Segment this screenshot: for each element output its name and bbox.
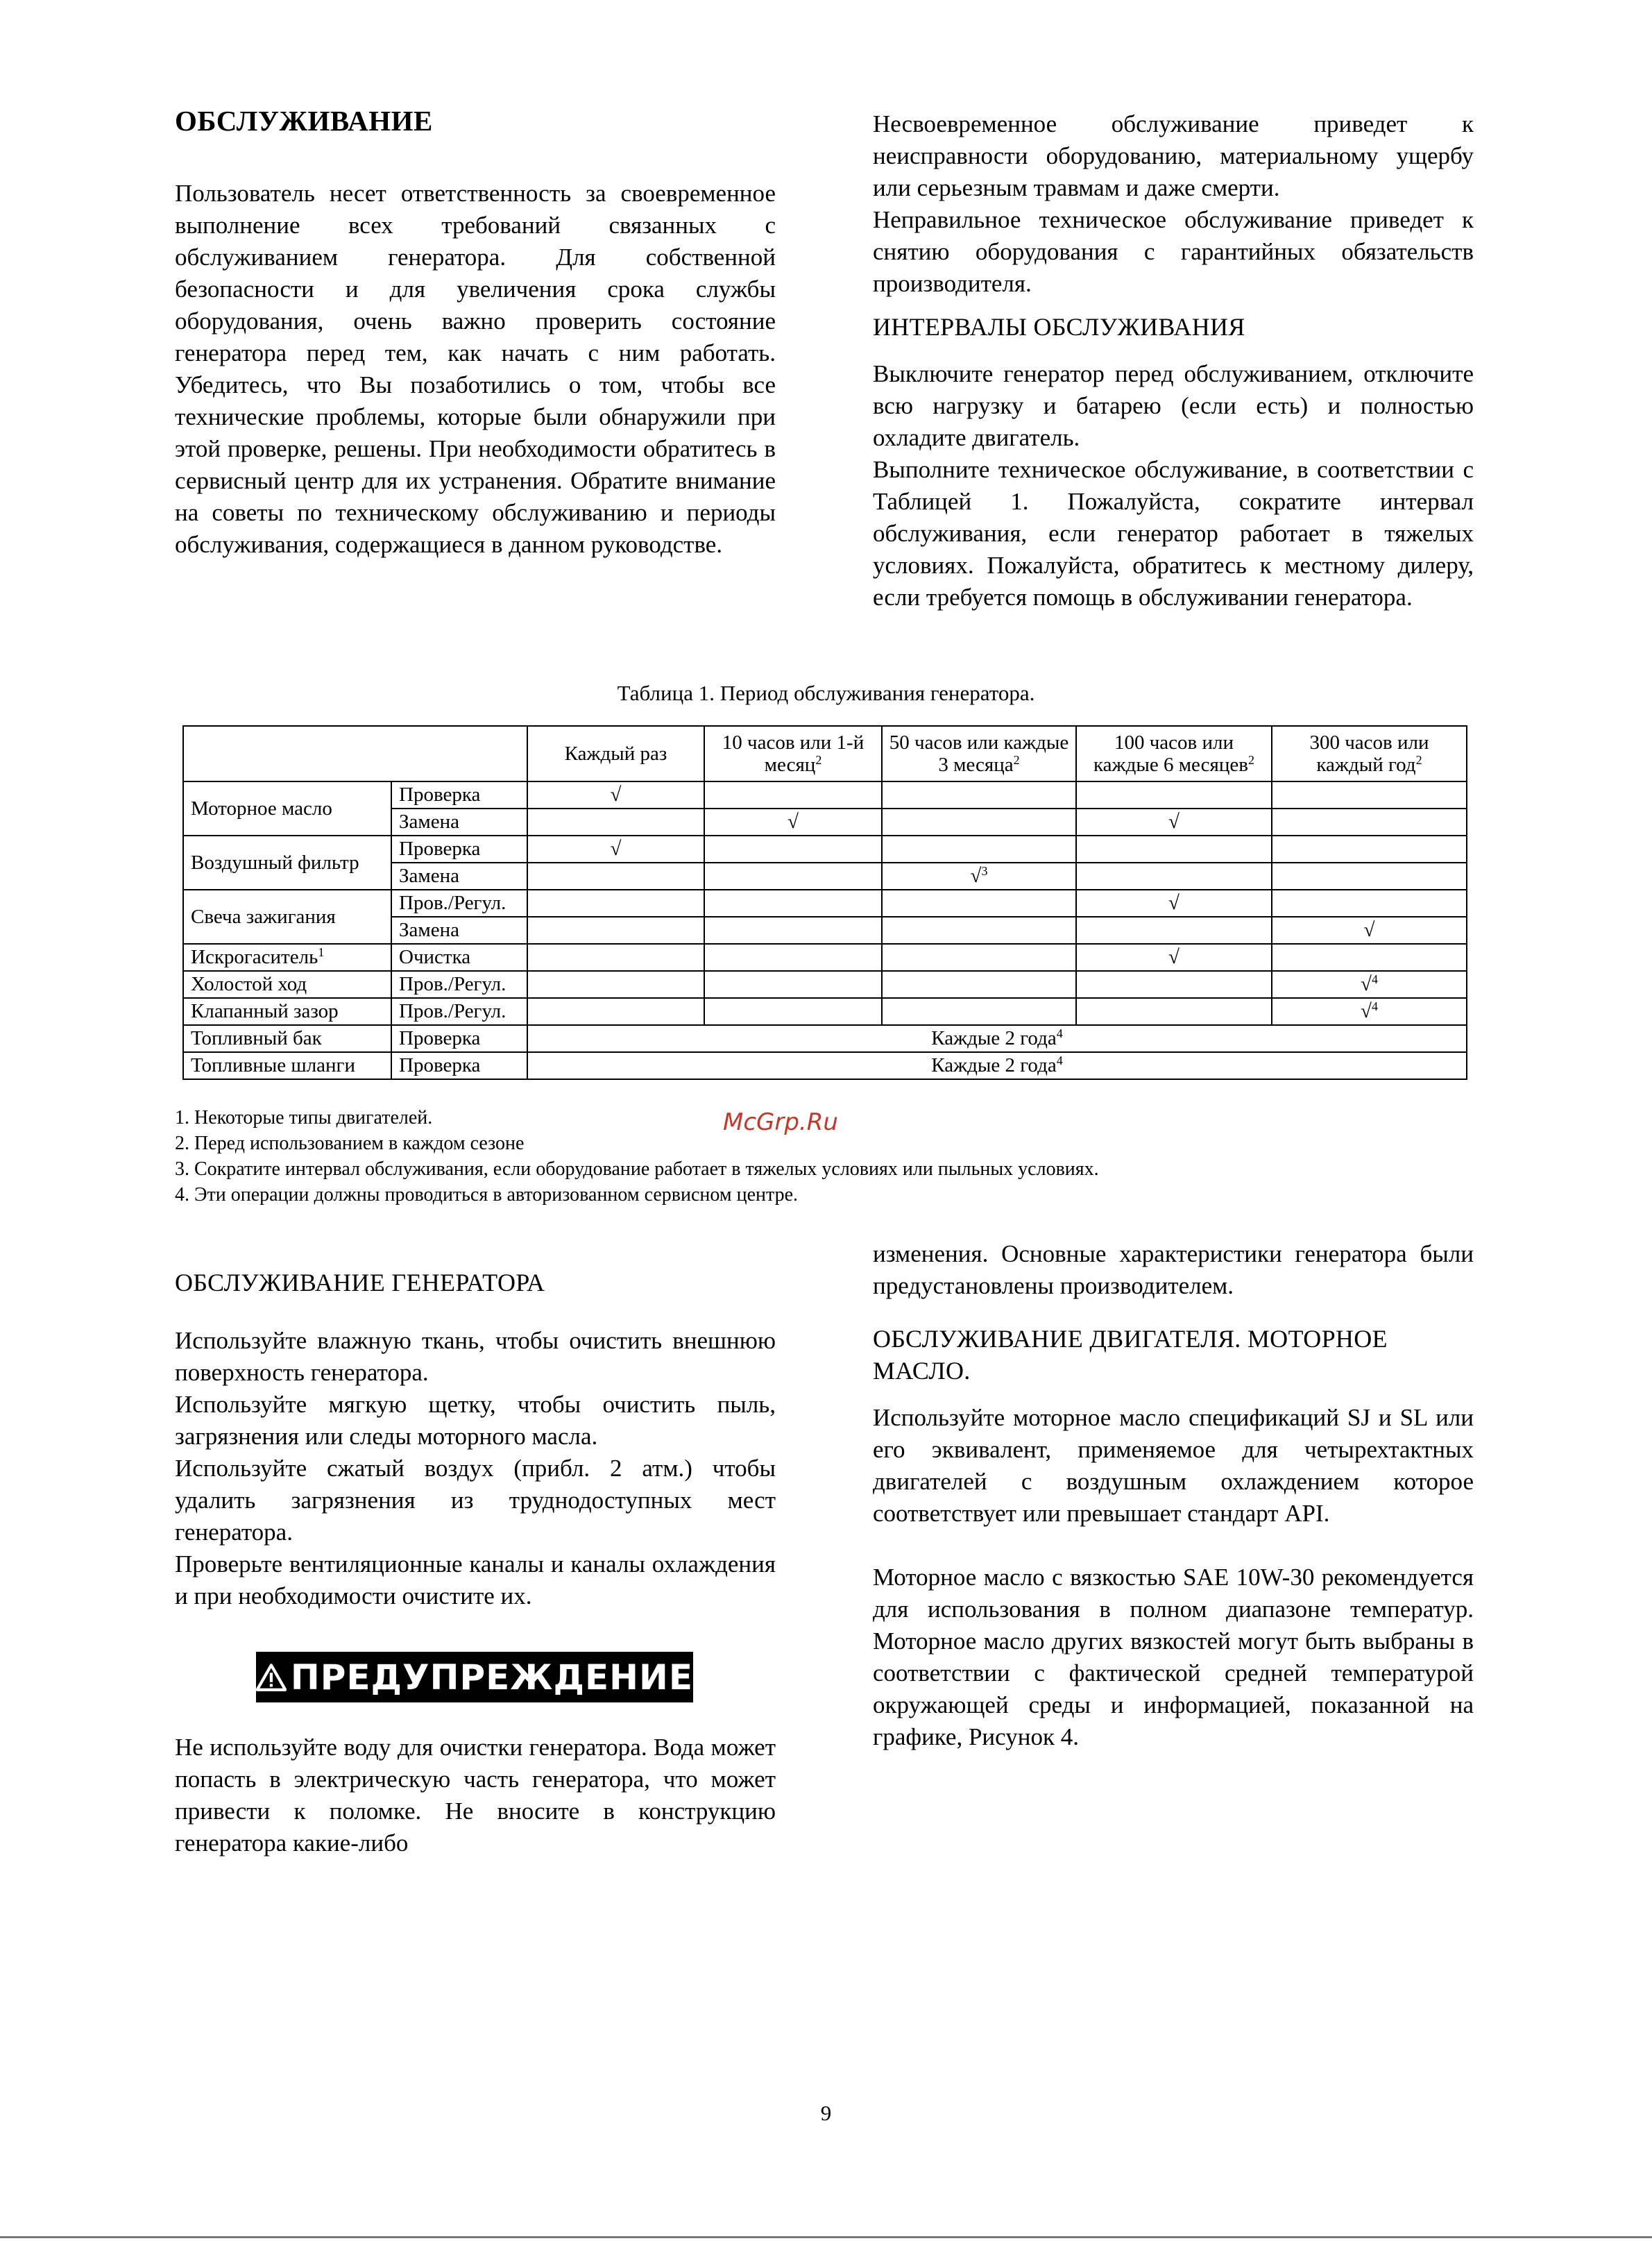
cleaning-paragraph-2: Используйте мягкую щетку, чтобы очистить пыль, загрязнения или следы моторного масла. [175,1391,776,1450]
header-10-hours: 10 часов или 1-й месяц$^2$ [704,726,882,781]
warning-paragraph-1: Несвоевременное обслуживание приведет к неисправности оборудованию, материальному ущербу или серьезным травмам и даже смерти. [873,110,1474,201]
action-cell: Проверка [391,1025,527,1052]
check-mark: √ [527,781,704,809]
header-100-hours: 100 часов или каждые 6 месяцев$^2$ [1076,726,1272,781]
watermark: McGrp.Ru [723,1108,838,1136]
cleaning-paragraph-3: Используйте сжатый воздух (прибл. 2 атм.) чтобы удалить загрязнения из труднодоступных мест генератора. [175,1455,776,1546]
interval-cell: Каждые 2 года$^4$ [527,1052,1467,1079]
check-mark: √$^4$ [1272,998,1467,1025]
interval-cell: Каждые 2 года$^4$ [527,1025,1467,1052]
item-cell: Искрогаситель$^1$ [183,944,391,971]
intervals-paragraph-1: Выключите генератор перед обслуживанием, отключите всю нагрузку и батарею (если есть) и полностью охладите двигатель. [873,360,1474,451]
intervals-paragraph-2: Выполните техническое обслуживание, в соответствии с Таблицей 1. Пожалуйста, сократите интервал обслуживания, если генератор работает в тяжелых условиях. Пожалуйста, обратитесь к местному дилеру, если требуется помощь в обслуживании генератора. [873,456,1474,611]
footnote-4: 4. Эти операции должны проводиться в авторизованном сервисном центре. [175,1184,798,1206]
action-cell: Проверка [391,1052,527,1079]
action-cell: Проверка [391,781,527,809]
action-cell: Пров./Регул. [391,971,527,998]
intervals-heading: ИНТЕРВАЛЫ ОБСЛУЖИВАНИЯ [873,313,1245,341]
action-cell: Замена [391,863,527,890]
water-warning-paragraph: Не используйте воду для очистки генератора. Вода может попасть в электрическую часть генератора, что может привести к поломке. Не вносите в конструкцию генератора какие-либо [175,1734,776,1857]
check-mark: √ [1272,917,1467,944]
item-cell: Топливный бак [183,1025,391,1052]
item-cell: Свеча зажигания [183,890,391,944]
action-cell: Замена [391,809,527,836]
action-cell: Замена [391,917,527,944]
oil-viscosity-paragraph: Моторное масло с вязкостью SAE 10W-30 рекомендуется для использования в полном диапазоне температур. Моторное масло других вязкостей могут быть выбраны в соответствии с фактической средней температурой окружающей среды и информацией, показанной на графике, Рисунок 4. [873,1564,1474,1750]
header-300-hours: 300 часов или каждый год$^2$ [1272,726,1467,781]
footnote-1: 1. Некоторые типы двигателей. [175,1107,433,1128]
footnote-3: 3. Сократите интервал обслуживания, если оборудование работает в тяжелых условиях или пыльных условиях. [175,1158,1099,1180]
right-bottom-column [873,1238,1474,1753]
table-row [183,971,1467,998]
warning-label: ПРЕДУПРЕЖДЕНИЕ [290,1657,693,1698]
generator-maintenance-heading: ОБСЛУЖИВАНИЕ ГЕНЕРАТОРА [175,1269,545,1296]
action-cell: Проверка [391,836,527,863]
cleaning-paragraph-4: Проверьте вентиляционные каналы и каналы охлаждения и при необходимости очистите их. [175,1550,776,1609]
item-cell: Воздушный фильтр [183,836,391,890]
check-mark: √ [527,836,704,863]
header-empty-cell [183,726,527,781]
footnote-2: 2. Перед использованием в каждом сезоне [175,1133,525,1154]
table-row [183,1025,1467,1052]
page-bottom-divider [0,2236,1652,2238]
table-row [183,836,1467,863]
item-cell: Топливные шланги [183,1052,391,1079]
continued-paragraph: изменения. Основные характеристики генератора были предустановлены производителем. [873,1240,1474,1299]
oil-spec-paragraph: Используйте моторное масло спецификаций SJ и SL или его эквивалент, применяемое для четырехтактных двигателей с воздушным охлаждением которое соответствует или превышает стандарт API. [873,1404,1474,1527]
check-mark: √ [1076,944,1272,971]
check-mark: √$^4$ [1272,971,1467,998]
check-mark: √$^3$ [882,863,1076,890]
left-bottom-warning-text [175,1732,776,1859]
footnotes [175,1105,1099,1208]
table-row [183,1052,1467,1079]
page-number: 9 [820,2101,832,2125]
warning-banner [256,1652,693,1702]
table-header-row [183,726,1467,781]
left-bottom-column [175,1267,776,1612]
item-cell: Клапанный зазор [183,998,391,1025]
table-row [183,998,1467,1025]
table-row [183,890,1467,917]
right-top-column [873,108,1474,614]
maintenance-table [182,725,1467,1080]
table-caption: Таблица 1. Период обслуживания генератора. [617,681,1035,705]
check-mark: √ [704,809,882,836]
intro-paragraph: Пользователь несет ответственность за своевременное выполнение всех требований связанных с обслуживанием генератора. Для собственной безопасности и для увеличения срока службы оборудования, очень важно проверить состояние генератора перед тем, как начать с ним работать. Убедитесь, что Вы позаботились о том, чтобы все технические проблемы, которые были обнаружили при этой проверке, решены. При необходимости обратитесь в сервисный центр для их устранения. Обратите внимание на советы по техническому обслуживанию и периоды обслуживания, содержащиеся в данном руководстве. [175,180,776,558]
cleaning-paragraph-1: Используйте влажную ткань, чтобы очистить внешнюю поверхность генератора. [175,1327,776,1386]
check-mark: √ [1076,809,1272,836]
action-cell: Пров./Регул. [391,890,527,917]
header-every-time: Каждый раз [527,726,704,781]
item-cell: Холостой ход [183,971,391,998]
warning-triangle-icon [256,1661,287,1694]
section-title: ОБСЛУЖИВАНИЕ [175,105,433,137]
check-mark: √ [1076,890,1272,917]
action-cell: Пров./Регул. [391,998,527,1025]
header-50-hours: 50 часов или каждые 3 месяца$^2$ [882,726,1076,781]
action-cell: Очистка [391,944,527,971]
left-top-column [175,104,776,561]
table-row [183,944,1467,971]
engine-oil-heading: ОБСЛУЖИВАНИЕ ДВИГАТЕЛЯ. МОТОРНОЕ МАСЛО. [873,1325,1388,1385]
item-cell: Моторное масло [183,781,391,836]
table-row [183,781,1467,809]
warning-paragraph-2: Неправильное техническое обслуживание приведет к снятию оборудования с гарантийных обязательств производителя. [873,206,1474,297]
